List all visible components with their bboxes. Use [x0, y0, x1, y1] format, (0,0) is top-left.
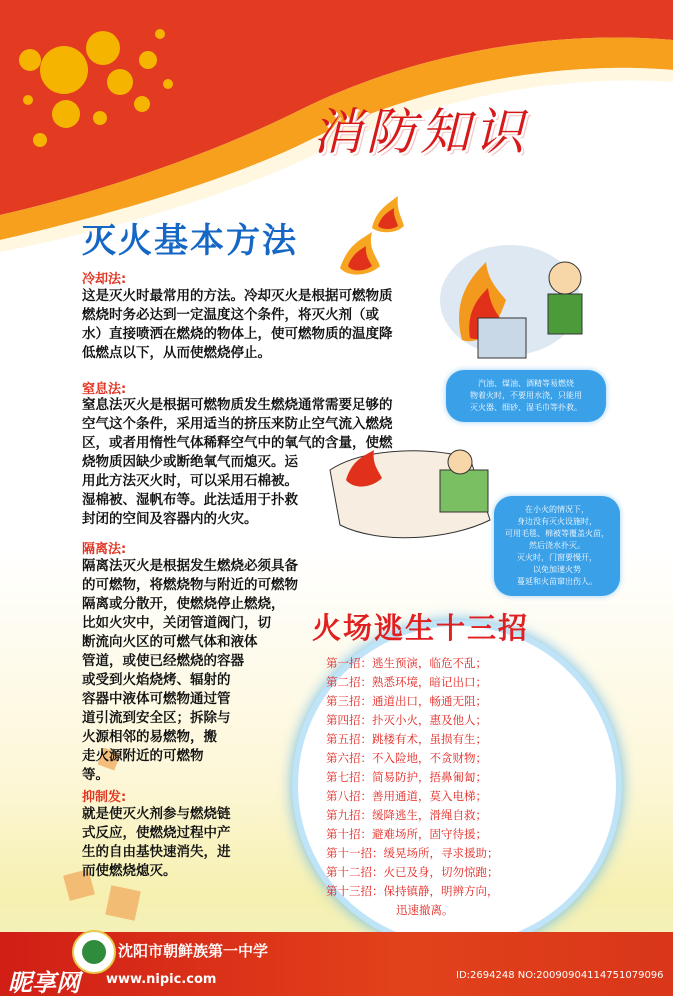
text-line: 隔离法灭火是根据发生燃烧必须具备 — [82, 558, 298, 574]
text-line: 隔离或分散开，使燃烧停止燃烧， — [82, 596, 285, 612]
escape-item: 第十二招：火已及身，切勿惊跑； — [326, 865, 499, 879]
escape-item: 第十三招：保持镇静，明辨方向， — [326, 884, 499, 898]
text-line: 湿棉被、湿帆布等。此法适用于扑救 — [82, 492, 298, 508]
cooling-heading: 冷却法: — [82, 272, 127, 287]
text-line: 就是使灭火剂参与燃烧链 — [82, 806, 231, 822]
escape-item: 第五招：跳楼有术，虽损有生； — [326, 732, 487, 746]
inhibit-text — [82, 805, 231, 881]
escape-item: 第四招：扑灭小火，惠及他人； — [326, 713, 487, 727]
text-line: 低燃点以下，从而使燃烧停止。 — [82, 345, 271, 361]
text-line: 等。 — [82, 767, 109, 783]
tip-line: 以免加速火势 — [533, 565, 581, 574]
tip-line: 灭火器、细砂、湿毛巾等扑救。 — [470, 403, 582, 412]
escape-item: 迅速撤离。 — [396, 903, 454, 917]
watermark-logo: 昵享网 — [8, 969, 80, 997]
text-line: 区，或者用惰性气体稀释空气中的氧气的含量，使燃 — [82, 435, 393, 451]
tip-line: 蔓延和火苗窜出伤人。 — [517, 577, 597, 586]
tip-line: 然后浇水扑灭。 — [529, 541, 585, 550]
text-line: 火源相邻的易燃物，搬 — [82, 729, 217, 745]
escape-title: 火场逃生十三招 — [312, 611, 530, 645]
isolate-heading: 隔离法: — [82, 542, 127, 557]
tip-line: 汽油、煤油、酒精等易燃烧 — [478, 379, 574, 388]
text-line: 走火源附近的可燃物 — [82, 748, 204, 764]
text-line: 而使燃烧熄灭。 — [82, 863, 177, 879]
inhibit-heading: 抑制发: — [82, 790, 127, 805]
escape-item: 第六招：不入险地，不贪财物； — [326, 751, 487, 765]
text-line: 窒息法灭火是根据可燃物质发生燃烧通常需要足够的 — [82, 397, 393, 413]
escape-item: 第三招：通道出口，畅通无阻； — [326, 694, 487, 708]
page-title: 消防知识 — [312, 103, 528, 161]
isolate-text — [82, 557, 298, 785]
text-line: 燃烧时务必达到一定温度这个条件，将灭火剂（或 — [82, 307, 379, 323]
school-name: 沈阳市朝鲜族第一中学 — [118, 942, 269, 960]
flame-icon — [340, 196, 404, 275]
watermark-image-id: ID:2694248 NO:20090904114751079096 — [456, 970, 664, 981]
text-line: 用此方法灭火时，可以采用石棉被。 — [82, 473, 298, 489]
tip-bubble-small-fire — [494, 496, 620, 596]
text-line: 这是灭火时最常用的方法。冷却灭火是根据可燃物质 — [82, 288, 393, 304]
tip-line: 可用毛毯、棉被等覆盖火苗， — [505, 529, 609, 538]
escape-item: 第十一招：缓晃场所，寻求援助； — [326, 846, 499, 860]
tip-line: 在小火的情况下， — [525, 505, 589, 514]
escape-item: 第九招：缓降逃生，滑绳自救； — [326, 808, 487, 822]
escape-item: 第二招：熟悉环境，暗记出口； — [326, 675, 487, 689]
tip-line: 物着火时，不要用水浇，只能用 — [470, 391, 582, 400]
escape-item: 第七招：简易防护，捂鼻匍匐； — [326, 770, 487, 784]
tip-line: 灭火时，门窗要慢开， — [517, 553, 597, 562]
text-line: 管道，或使已经燃烧的容器 — [82, 653, 244, 669]
text-line: 断流向火区的可燃气体和液体 — [82, 634, 258, 650]
text-line: 空气这个条件，采用适当的挤压来防止空气流入燃烧 — [82, 416, 393, 432]
text-line: 容器中液体可燃物通过管 — [82, 691, 231, 707]
fire-scene-illustration — [440, 245, 582, 358]
section-title-methods: 灭火基本方法 — [82, 221, 298, 261]
escape-item: 第一招：逃生预演，临危不乱； — [326, 656, 487, 670]
watermark-site: www.nipic.com — [106, 972, 217, 987]
text-line: 烧物质因缺少或断绝氧气而熄灭。运 — [82, 454, 298, 470]
smother-heading: 窒息法: — [82, 382, 127, 397]
text-line: 式反应，使燃烧过程中产 — [82, 825, 231, 841]
text-line: 生的自由基快速消失，进 — [82, 844, 231, 860]
cooling-text — [82, 287, 393, 363]
text-line: 水）直接喷洒在燃烧的物体上，使可燃物质的温度降 — [82, 326, 393, 342]
text-line: 封闭的空间及容器内的火灾。 — [82, 511, 258, 527]
text-line: 比如火灾中，关闭管道阀门，切 — [82, 615, 271, 631]
smother-text — [82, 396, 393, 529]
tip-bubble-flammable — [446, 370, 606, 422]
escape-item: 第十招：避难场所，固守待援； — [326, 827, 487, 841]
text-line: 的可燃物，将燃烧物与附近的可燃物 — [82, 577, 298, 593]
tip-line: 身边没有灭火设施时， — [517, 517, 597, 526]
escape-item: 第八招：善用通道，莫入电梯； — [326, 789, 487, 803]
text-line: 或受到火焰烧烤、辐射的 — [82, 672, 231, 688]
text-line: 道引流到安全区；拆除与 — [82, 710, 231, 726]
